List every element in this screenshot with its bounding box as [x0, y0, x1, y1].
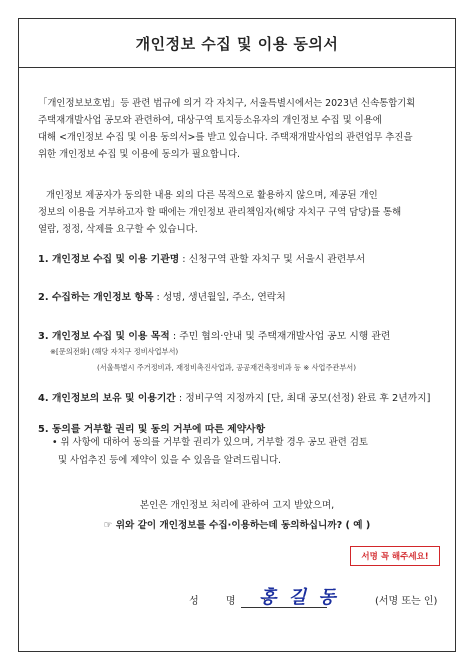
- section-4: [38, 390, 430, 404]
- consent-form: [18, 18, 456, 652]
- section-1: [38, 251, 365, 265]
- intro-line: 「개인정보보호법」등 관련 법규에 의거 각 자치구, 서울특별시에서는 2023년 신속통합기획: [38, 98, 416, 109]
- section-5: [38, 421, 265, 435]
- refusal-line: 및 사업추진 등에 제약이 있을 수 있음을 알려드립니다.: [52, 455, 282, 466]
- intro-paragraph: [38, 95, 440, 163]
- section-label: 1. 개인정보 수집 및 이용 기관명: [38, 254, 180, 265]
- section-label: 4. 개인정보의 보유 및 이용기간: [38, 393, 176, 404]
- signature-note: (서명 또는 인): [375, 596, 438, 607]
- section-label: 2. 수집하는 개인정보 항목: [38, 292, 154, 303]
- signature-name[interactable]: 홍 길 동: [259, 587, 339, 608]
- contact-line: ※[문의전화] (해당 자치구 정비사업부서): [50, 347, 179, 356]
- intro-line: 주택재개발사업 공모와 관련하여, 대상구역 토지등소유자의 개인정보 수집 및 이용에: [38, 115, 382, 126]
- intro-line: 대해 <개인정보 수집 및 이용 동의서>를 받고 있습니다. 주택재개발사업의 관련업무 추진을: [38, 132, 413, 143]
- notice-line: 개인정보 제공자가 동의한 내용 외의 다른 목적으로 활용하지 않으며, 제공된 개인: [46, 190, 378, 201]
- refusal-line: • 위 사항에 대하여 동의를 거부할 권리가 있으며, 거부할 경우 공모 관련 검토: [52, 437, 368, 448]
- section-value: : 주민 협의·안내 및 주택재개발사업 공모 시행 관련: [169, 331, 391, 342]
- section-3: [38, 328, 390, 342]
- section-label: 5. 동의를 거부할 권리 및 동의 거부에 따른 제약사항: [38, 424, 266, 435]
- intro-line: 위한 개인정보 수집 및 이용에 동의가 필요합니다.: [38, 149, 240, 160]
- title-box: [19, 19, 455, 68]
- notice-line: 열람, 정정, 삭제를 요구할 수 있습니다.: [38, 224, 198, 235]
- page-title: 개인정보 수집 및 이용 동의서: [135, 34, 339, 53]
- section-2: [38, 289, 286, 303]
- consent-question: ☞ 위와 같이 개인정보를 수집·이용하는데 동의하십니까? ( 예 ): [103, 520, 371, 531]
- name-label: 성 명 :: [189, 596, 279, 607]
- contact-departments: (서울특별시 주거정비과, 재정비촉진사업과, 공공재건축정비과 등 ※ 사업주관부서): [97, 363, 357, 372]
- section-label: 3. 개인정보 수집 및 이용 목적: [38, 331, 170, 342]
- confirm-statement: 본인은 개인정보 처리에 관하여 고지 받았으며,: [139, 500, 335, 511]
- notice-paragraph: [38, 187, 440, 238]
- signature-reminder-badge: 서명 꼭 해주세요!: [350, 546, 440, 566]
- refusal-notice: [52, 434, 368, 470]
- section-value: : 성명, 생년월일, 주소, 연락처: [153, 292, 286, 303]
- section-value: : 정비구역 지정까지 [단, 최대 공모(선정) 완료 후 2년까지]: [175, 393, 431, 404]
- section-value: : 신청구역 관할 자치구 및 서울시 관련부서: [179, 254, 366, 265]
- notice-line: 정보의 이용을 거부하고자 할 때에는 개인정보 관리책임자(해당 자치구 구역 담당)를 통해: [38, 207, 402, 218]
